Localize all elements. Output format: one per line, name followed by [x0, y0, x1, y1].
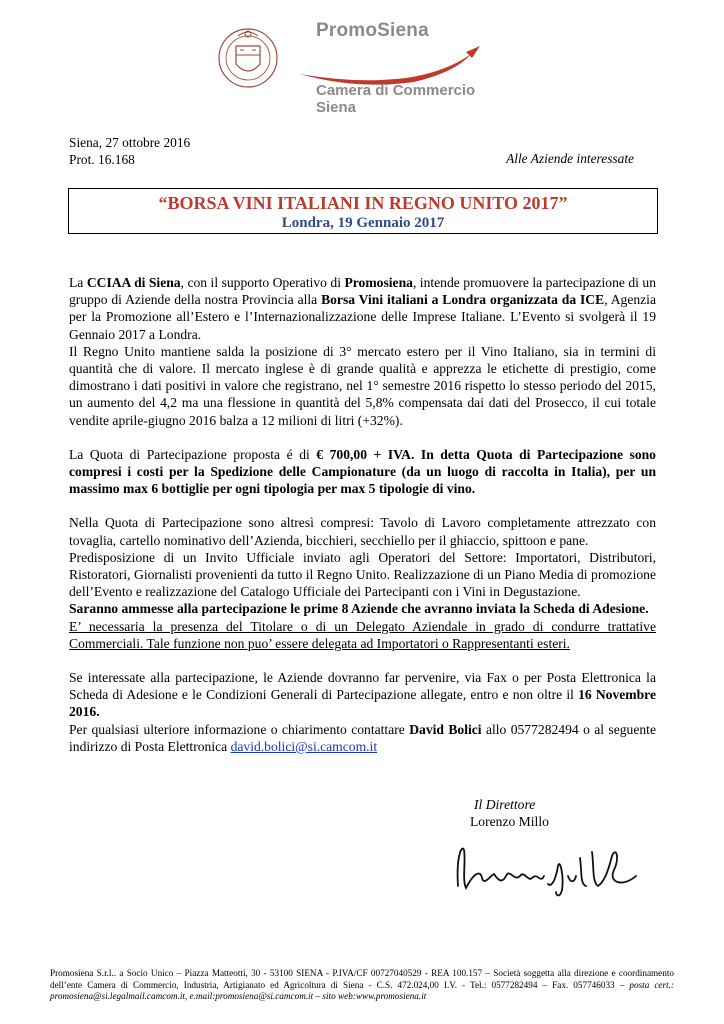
text: Se interessate alla partecipazione, le Aziende dovranno far pervenire, via Fax o per Posta Elettronica la Scheda di Adesione e le Condizioni Generali di Partecipazione allegate, entro e non oltre il — [69, 670, 656, 703]
text: La Quota di Partecipazione proposta é di — [69, 446, 317, 462]
letter-body — [69, 274, 656, 755]
footer-company-info: Promosiena S.r.l.. a Socio Unico – Piazza Matteotti, 30 - 53100 SIENA - P.IVA/CF 00727040529 - REA 100.157 – Società soggetta alla direzione e coordinamento dell’ente Camera di Commercio, Industria, Artigianato ed Agricoltura di Siena - C.S. 472.024,00 I.V. - Tel.: 0577282494 – Fax. 057746033 – — [50, 968, 674, 990]
paragraph-admission — [69, 600, 656, 617]
paragraph-intro — [69, 274, 656, 343]
paragraph-contact — [69, 721, 656, 755]
text-bold: Saranno ammesse alla partecipazione le prime 8 Aziende che avranno inviata la Scheda di Adesione. — [69, 601, 649, 617]
signature-role: Il Direttore — [474, 797, 536, 812]
company-footer — [50, 968, 674, 1003]
text-bold: Borsa Vini italiani a Londra organizzata da ICE — [321, 292, 605, 308]
protocol-number: Prot. 16.168 — [69, 152, 135, 167]
text: , con il supporto Operativo di — [180, 275, 345, 290]
brand-name: PromoSiena — [316, 20, 429, 41]
paragraph-included: Nella Quota di Partecipazione sono altresì compresi: Tavolo di Lavoro completamente attrezzato con tovaglia, cartello nominativo dell’Azienda, bicchieri, secchiello per il ghiaccio, spittoon e pane. — [69, 515, 656, 548]
text: Per qualsiasi ulteriore informazione o chiarimento contattare — [69, 721, 410, 737]
text: La — [69, 275, 87, 290]
brand-subtitle-line1: Camera di Commercio — [316, 82, 476, 99]
event-title-box — [68, 188, 658, 234]
text: allo 0577282494 o al seguente indirizzo di Posta Elettronica — [69, 721, 656, 754]
event-title: “BORSA VINI ITALIANI IN REGNO UNITO 2017” — [158, 193, 568, 213]
footer-contacts: posta cert.: promosiena@si.legalmail.camcom.it, e.mail:promosiena@si.camcom.it – sito web:www.promosiena.it — [50, 979, 674, 1001]
brand-subtitle — [316, 82, 475, 116]
paragraph-presence: E’ necessaria la presenza del Titolare o di un Delegato Aziendale in grado di condurre trattative Commerciali. Tale funzione non puo’ essere delegata ad Importatori o Rappresentanti esteri. — [69, 618, 656, 651]
text-bold: 16 Novembre 2016. — [69, 687, 656, 720]
recipient: Alle Aziende interessate — [506, 151, 634, 166]
text-bold: David Bolici — [409, 721, 482, 737]
signature-name: Lorenzo Millo — [470, 814, 549, 829]
brand-swoosh-icon — [296, 42, 486, 86]
brand-subtitle-line2: Siena — [316, 99, 357, 116]
paragraph-deadline — [69, 669, 656, 721]
event-subtitle: Londra, 19 Gennaio 2017 — [281, 215, 445, 231]
handwritten-signature-icon — [452, 836, 642, 906]
text: , Agenzia per la Promozione all’Estero e l’Internazionalizzazione delle Imprese Italiane. L’Evento si svolgerà il 19 Gennaio 2017 a Londra. — [69, 292, 656, 342]
place-date: Siena, 27 ottobre 2016 — [69, 135, 191, 150]
text: , intende promuovere la partecipazione di un gruppo di Aziende della nostra Provincia alla — [69, 275, 657, 308]
chamber-seal-logo — [216, 22, 280, 96]
text-bold: CCIAA di Siena — [86, 275, 181, 290]
text-bold: € 700,00 + IVA. In detta Quota di Partecipazione sono compresi i costi per la Spedizione delle Campionature (da un luogo di raccolta in Italia), per un massimo max 6 bottiglie per ogni tipologia per max 5 tipologie di vino. — [69, 446, 656, 497]
paragraph-market: Il Regno Unito mantiene salda la posizione di 3° mercato estero per il Vino Italiano, sia in termini di quantità che di valore. Il mercato inglese è di grande qualità e apprezza le etichette di prestigio, come dimostrano i dati positivi in valore che registrano, nel 1° semestre 2016 rispetto lo stesso periodo del 2015, un aumento del 4,2 ma una flessione in quantità del 5,8% compensata dai dati del Prosecco, il cui totale vendite aprile-giugno 2016 balza a 12 milioni di litri (+32%). — [69, 343, 656, 428]
paragraph-fee — [69, 446, 656, 498]
text-bold: Promosiena — [344, 275, 413, 290]
paragraph-invitation: Predisposizione di un Invito Ufficiale inviato agli Operatori del Settore: Importatori, Distributori, Ristoratori, Giornalisti provenienti da tutto il Regno Unito. Realizzazione di un Piano Media di promozione dell’Evento e realizzazione del Catalogo Ufficiale dei Partecipanti con i Vini in Degustazione. — [69, 549, 656, 600]
email-link[interactable]: david.bolici@si.camcom.it — [230, 738, 378, 754]
promosiena-logo — [296, 16, 486, 126]
